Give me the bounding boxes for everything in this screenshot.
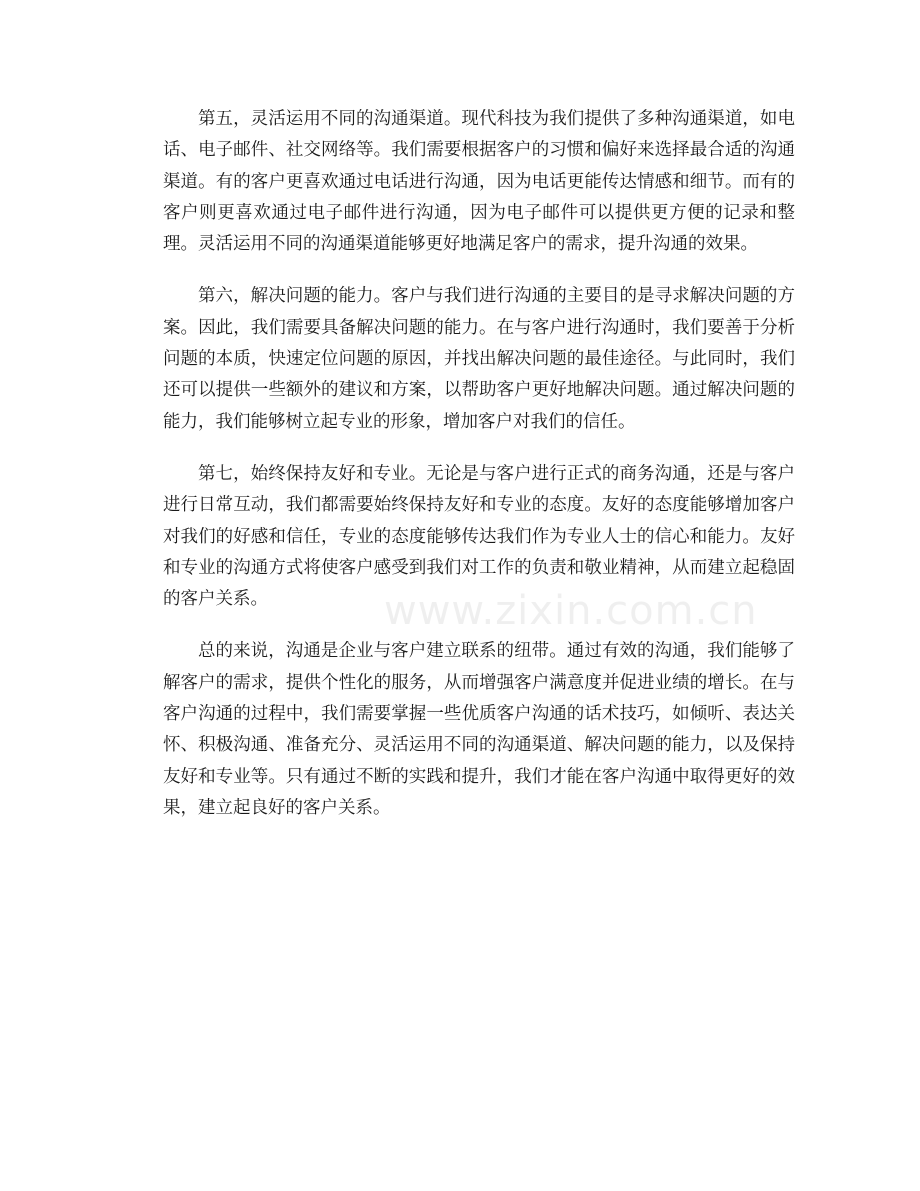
paragraph-5: 第五，灵活运用不同的沟通渠道。现代科技为我们提供了多种沟通渠道，如电话、电子邮件、社交网络等。我们需要根据客户的习惯和偏好来选择最合适的沟通渠道。有的客户更喜欢通过电话进行沟通，因为电话更能传达情感和细节。而有的客户则更喜欢通过电子邮件进行沟通，因为电子邮件可以提供更方便的记录和整理。灵活运用不同的沟通渠道能够更好地满足客户的需求，提升沟通的效果。 — [163, 109, 795, 255]
paragraph-6: 第六，解决问题的能力。客户与我们进行沟通的主要目的是寻求解决问题的方案。因此，我们需要具备解决问题的能力。在与客户进行沟通时，我们要善于分析问题的本质，快速定位问题的原因，并找出解决问题的最佳途径。与此同时，我们还可以提供一些额外的建议和方案，以帮助客户更好地解决问题。通过解决问题的能力，我们能够树立起专业的形象，增加客户对我们的信任。 — [163, 286, 795, 432]
document-body — [163, 104, 795, 845]
watermark: www.zixin.com.cn — [384, 588, 758, 634]
paragraph-7: 第七，始终保持友好和专业。无论是与客户进行正式的商务沟通，还是与客户进行日常互动，我们都需要始终保持友好和专业的态度。友好的态度能够增加客户对我们的好感和信任，专业的态度能够传达我们作为专业人士的信心和能力。友好和专业的沟通方式将使客户感受到我们对工作的负责和敬业精神，从而建立起稳固的客户关系。 — [163, 463, 795, 610]
paragraph-summary: 总的来说，沟通是企业与客户建立联系的纽带。通过有效的沟通，我们能够了解客户的需求，提供个性化的服务，从而增强客户满意度并促进业绩的增长。在与客户沟通的过程中，我们需要掌握一些优质客户沟通的话术技巧，如倾听、表达关怀、积极沟通、准备充分、灵活运用不同的沟通渠道、解决问题的能力，以及保持友好和专业等。只有通过不断的实践和提升，我们才能在客户沟通中取得更好的效果，建立起良好的客户关系。 — [163, 641, 795, 818]
